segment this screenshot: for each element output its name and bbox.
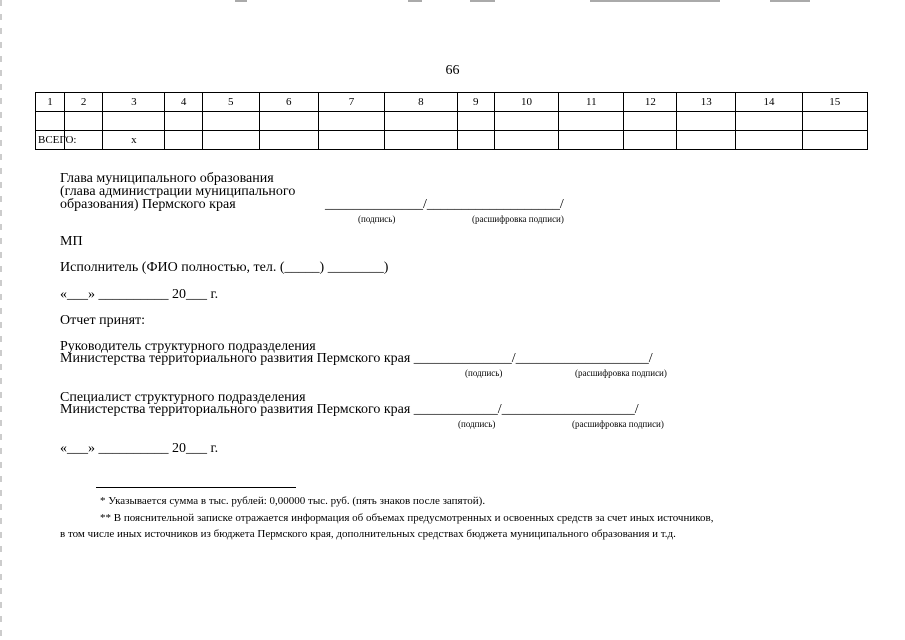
table-row bbox=[36, 112, 868, 131]
report-table bbox=[35, 92, 868, 150]
header-cell-2: 2 bbox=[65, 93, 103, 112]
header-cell-12: 12 bbox=[624, 93, 677, 112]
total-cell-6 bbox=[259, 131, 318, 150]
total-cell-7 bbox=[318, 131, 384, 150]
total-cell-8 bbox=[385, 131, 458, 150]
header-cell-7: 7 bbox=[318, 93, 384, 112]
table-cell-3 bbox=[103, 112, 165, 131]
footnote-1: * Указывается сумма в тыс. рублей: 0,00000 тыс. руб. (пять знаков после запятой). bbox=[100, 495, 486, 507]
manager-signature-caption: (подпись) bbox=[465, 368, 503, 378]
table-cell-2 bbox=[65, 112, 103, 131]
head-title-line3: образования) Пермского края bbox=[60, 197, 236, 212]
total-cell-1: ВСЕГО: bbox=[36, 131, 65, 150]
table-cell-6 bbox=[259, 112, 318, 131]
header-cell-5: 5 bbox=[202, 93, 259, 112]
total-cell-10 bbox=[494, 131, 558, 150]
total-cell-13 bbox=[677, 131, 736, 150]
footnote-divider bbox=[96, 487, 296, 488]
page-number: 66 bbox=[445, 63, 460, 78]
specialist-title-line2: Министерства территориального развития Пермского края ____________/___________________/ bbox=[60, 402, 639, 417]
table-cell-9 bbox=[457, 112, 494, 131]
total-cell-14 bbox=[736, 131, 802, 150]
header-cell-10: 10 bbox=[494, 93, 558, 112]
header-cell-8: 8 bbox=[385, 93, 458, 112]
manager-title-line2: Министерства территориального развития Пермского края ______________/___________________/ bbox=[60, 351, 653, 366]
manager-decode-caption: (расшифровка подписи) bbox=[575, 368, 667, 378]
table-cell-1 bbox=[36, 112, 65, 131]
manager-title-line1: Руководитель структурного подразделения bbox=[60, 339, 316, 354]
head-title-line2: (глава администрации муниципального bbox=[60, 184, 296, 199]
table-header-row bbox=[36, 93, 868, 112]
header-cell-3: 3 bbox=[103, 93, 165, 112]
table-cell-13 bbox=[677, 112, 736, 131]
date-line-2: «___» __________ 20___ г. bbox=[60, 441, 219, 456]
scan-mark bbox=[770, 0, 810, 2]
scan-mark bbox=[235, 0, 247, 2]
head-signature-lines: ______________/___________________/ bbox=[325, 197, 564, 212]
scan-mark bbox=[470, 0, 495, 2]
table-cell-4 bbox=[165, 112, 202, 131]
specialist-title-line1: Специалист структурного подразделения bbox=[60, 390, 306, 405]
header-cell-13: 13 bbox=[677, 93, 736, 112]
header-cell-4: 4 bbox=[165, 93, 202, 112]
scan-mark bbox=[408, 0, 422, 2]
stamp-place: МП bbox=[60, 234, 83, 249]
header-cell-6: 6 bbox=[259, 93, 318, 112]
header-cell-15: 15 bbox=[802, 93, 867, 112]
total-cell-9 bbox=[457, 131, 494, 150]
footnote-2-line2: в том числе иных источников из бюджета Пермского края, дополнительных средствах бюджета муниципального образования и т.д. bbox=[60, 528, 676, 540]
head-signature-caption: (подпись) bbox=[358, 214, 396, 224]
scan-edge bbox=[0, 0, 2, 640]
date-line-1: «___» __________ 20___ г. bbox=[60, 287, 219, 302]
table-cell-14 bbox=[736, 112, 802, 131]
header-cell-9: 9 bbox=[457, 93, 494, 112]
header-cell-11: 11 bbox=[559, 93, 624, 112]
header-cell-1: 1 bbox=[36, 93, 65, 112]
table-cell-10 bbox=[494, 112, 558, 131]
header-cell-14: 14 bbox=[736, 93, 802, 112]
table-cell-12 bbox=[624, 112, 677, 131]
total-cell-5 bbox=[202, 131, 259, 150]
table-cell-5 bbox=[202, 112, 259, 131]
head-decode-caption: (расшифровка подписи) bbox=[472, 214, 564, 224]
table-cell-11 bbox=[559, 112, 624, 131]
head-title-line1: Глава муниципального образования bbox=[60, 171, 274, 186]
accepted-label: Отчет принят: bbox=[60, 313, 146, 328]
table-total-row bbox=[36, 131, 868, 150]
scan-mark bbox=[590, 0, 720, 2]
table-cell-8 bbox=[385, 112, 458, 131]
executor-line: Исполнитель (ФИО полностью, тел. (_____) ________) bbox=[60, 260, 389, 275]
specialist-decode-caption: (расшифровка подписи) bbox=[572, 419, 664, 429]
table-cell-15 bbox=[802, 112, 867, 131]
specialist-signature-caption: (подпись) bbox=[458, 419, 496, 429]
table-cell-7 bbox=[318, 112, 384, 131]
total-cell-11 bbox=[559, 131, 624, 150]
total-cell-12 bbox=[624, 131, 677, 150]
total-cell-15 bbox=[802, 131, 867, 150]
total-cell-3: x bbox=[103, 131, 165, 150]
footnote-2-line1: ** В пояснительной записке отражается информация об объемах предусмотренных и освоенных средств за счет иных источников, bbox=[100, 512, 714, 524]
total-cell-4 bbox=[165, 131, 202, 150]
